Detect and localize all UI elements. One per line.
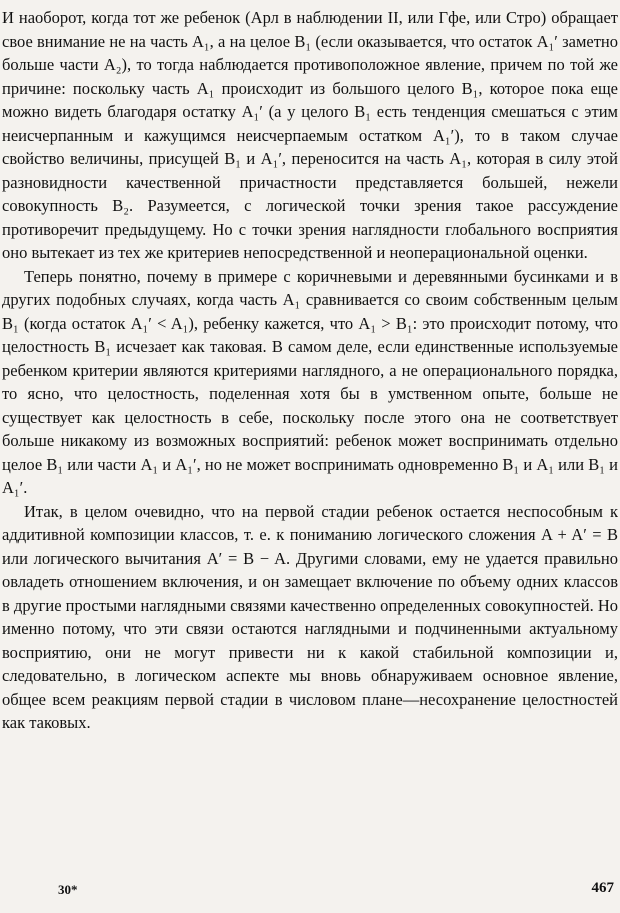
page-number: 467 xyxy=(591,880,614,896)
signature-mark: 30* xyxy=(58,882,78,897)
paragraph-1: И наоборот, когда тот же ребенок (Арл в наблюдении II, или Гфе, или Стро) обращает свое внимание не на часть A₁, а на целое B₁ (если оказывается, что остаток A₁′ заметно больше части A₂), то тогда наблюдается противоположное явление, причем по той же причине: поскольку часть A₁ происходит из большого целого B₁, которое пока еще можно видеть благодаря остатку A₁′ (а у целого B₁ есть тенденция смешаться с этим неисчерпанным и кажущимся неисчерпаемым остатком A₁′), то в таком случае свойство величины, присущей B₁ и A₁′, переносится на часть A₁, которая в силу этой разновидности качественной причастности представляется большей, нежели совокупность B₂. Разумеется, с логической точки зрения такое рассуждение противоречит предыдущему. Но с точки зрения наглядности глобального восприятия оно вытекает из тех же критериев непосредственной и неоперациональной оценки. xyxy=(2,8,618,262)
paragraph-2: Теперь понятно, почему в примере с коричневыми и деревянными бусинками и в других подобных случаях, когда часть A₁ сравнивается со своим собственным целым B₁ (когда остаток A₁′ < A₁), ребенку кажется, что A₁ > B₁: это происходит потому, что целостность B₁ исчезает как таковая. В самом деле, если единственные используемые ребенком критерии являются критериями наглядного, а не операционального порядка, то ясно, что целостность, поделенная хотя бы в умственном опыте, больше не существует как целостность в себе, поскольку после этого она не соответствует больше никакому из возможных восприятий: ребенок может воспринимать отдельно целое B₁ или части A₁ и A₁′, но не может воспринимать одновременно B₁ и A₁ или B₁ и A₁′. xyxy=(2,266,618,497)
page-footer xyxy=(0,882,620,904)
body-text xyxy=(2,6,618,735)
paragraph-3: Итак, в целом очевидно, что на первой стадии ребенок остается неспособным к аддитивной композиции классов, т. е. к пониманию логического сложения A + A′ = B или логического вычитания A′ = B − A. Другими словами, ему не удается правильно овладеть отношением включения, и он замещает включение по объему одних классов в другие простыми наглядными связями качественно определенных совокупностей. Но именно потому, что эти связи остаются наглядными и подчиненными актуальному восприятию, они не могут привести ни к какой стабильной композиции и, следовательно, в логическом аспекте мы вновь обнаруживаем основное явление, общее всем реакциям первой стадии в числовом плане—несохранение целостностей как таковых. xyxy=(2,501,618,732)
